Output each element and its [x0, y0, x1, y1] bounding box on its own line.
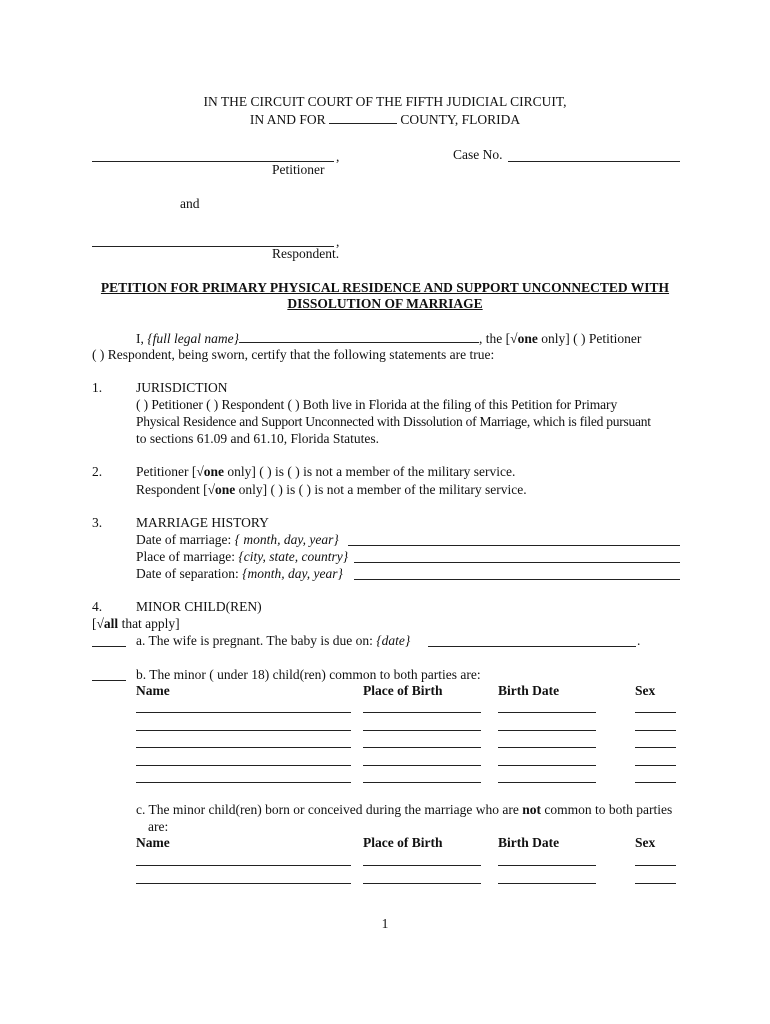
item-a-date-hint: {date}: [376, 633, 411, 648]
item-b-name-field[interactable]: [136, 765, 351, 766]
date-of-marriage-field[interactable]: [348, 545, 680, 546]
petitioner-label: Petitioner: [272, 162, 325, 177]
section1-line2: Physical Residence and Support Unconnected with Dissolution of Marriage, which is filed pursuant: [136, 414, 651, 429]
item-c-col-place: Place of Birth: [363, 835, 443, 850]
court-header-line2: [0, 111, 770, 128]
place-of-marriage-label: Place of marriage:: [136, 549, 235, 564]
item-b-sex-field[interactable]: [635, 782, 676, 783]
intro-line2: ( ) Respondent, being sworn, certify that the following statements are true:: [92, 347, 495, 362]
petition-title-line1: PETITION FOR PRIMARY PHYSICAL RESIDENCE AND SUPPORT UNCONNECTED WITH: [100, 280, 670, 295]
court-header-in-and-for: IN AND FOR: [249, 112, 326, 127]
all-apply-all: all: [103, 616, 119, 631]
item-a-row: [136, 633, 410, 649]
section2-petitioner-line: [136, 464, 515, 480]
item-b-sex-field[interactable]: [635, 730, 676, 731]
section2-respondent-line: [136, 482, 527, 498]
item-b-checkbox-line[interactable]: [92, 680, 126, 681]
respondent-comma: ,: [336, 234, 340, 249]
petitioner-military-label: Petitioner [: [136, 464, 197, 479]
item-c-text-post: common to both parties: [544, 802, 673, 817]
item-c-name-field[interactable]: [136, 865, 351, 866]
item-c-text-pre: c. The minor child(ren) born or conceived during the marriage who are: [136, 802, 519, 817]
item-b-birth-date-field[interactable]: [498, 765, 596, 766]
date-of-marriage-row: [136, 532, 339, 548]
intro-petitioner-option: only] ( ) Petitioner: [537, 331, 642, 346]
item-c-line1: [136, 802, 672, 818]
date-of-marriage-hint: { month, day, year}: [234, 532, 339, 547]
section3-heading: MARRIAGE HISTORY: [136, 515, 269, 530]
item-b-birth-date-field[interactable]: [498, 712, 596, 713]
item-b-birth-date-field[interactable]: [498, 747, 596, 748]
due-date-field[interactable]: [428, 646, 636, 647]
page-number: 1: [381, 916, 389, 931]
full-name-hint: {full legal name}: [147, 331, 240, 346]
item-b-text: b. The minor ( under 18) child(ren) common to both parties are:: [136, 667, 481, 682]
item-c-sex-field[interactable]: [635, 883, 676, 884]
item-b-birth-date-field[interactable]: [498, 730, 596, 731]
case-no-field[interactable]: [508, 161, 680, 162]
item-c-birth-date-field[interactable]: [498, 883, 596, 884]
intro-one: one: [517, 331, 538, 346]
date-of-separation-row: [136, 566, 343, 582]
item-c-name-field[interactable]: [136, 883, 351, 884]
item-b-place-of-birth-field[interactable]: [363, 782, 481, 783]
section1-line1: ( ) Petitioner ( ) Respondent ( ) Both live in Florida at the filing of this Petition for Primary: [136, 397, 618, 412]
item-c-not: not: [522, 802, 541, 817]
respondent-military-label: Respondent [: [136, 482, 208, 497]
item-b-name-field[interactable]: [136, 712, 351, 713]
item-a-checkbox-line[interactable]: [92, 646, 126, 647]
intro-line1: [136, 330, 641, 347]
section2-number: 2.: [92, 464, 103, 479]
date-of-separation-hint: {month, day, year}: [242, 566, 343, 581]
petition-title-line2: DISSOLUTION OF MARRIAGE: [287, 296, 483, 311]
item-b-name-field[interactable]: [136, 782, 351, 783]
item-c-col-birthdate: Birth Date: [498, 835, 560, 850]
item-b-name-field[interactable]: [136, 730, 351, 731]
item-b-sex-field[interactable]: [635, 747, 676, 748]
all-apply-close: that apply]: [118, 616, 180, 631]
item-c-col-name: Name: [136, 835, 170, 850]
county-field[interactable]: [329, 111, 397, 124]
section1-heading: JURISDICTION: [136, 380, 228, 395]
item-c-place-of-birth-field[interactable]: [363, 883, 481, 884]
item-b-place-of-birth-field[interactable]: [363, 730, 481, 731]
court-header-county: COUNTY, FLORIDA: [400, 112, 521, 127]
item-b-place-of-birth-field[interactable]: [363, 712, 481, 713]
item-b-place-of-birth-field[interactable]: [363, 765, 481, 766]
item-b-col-birthdate: Birth Date: [498, 683, 560, 698]
date-of-separation-label: Date of separation:: [136, 566, 239, 581]
item-c-col-sex: Sex: [635, 835, 656, 850]
petitioner-comma: ,: [336, 149, 340, 164]
date-of-separation-field[interactable]: [354, 579, 680, 580]
item-b-sex-field[interactable]: [635, 712, 676, 713]
check-icon: √: [196, 464, 204, 479]
respondent-military-options: only] ( ) is ( ) is not a member of the military service.: [235, 482, 527, 497]
respondent-label: Respondent.: [272, 246, 340, 261]
item-c-line2: are:: [148, 819, 169, 834]
place-of-marriage-row: [136, 549, 348, 565]
check-icon: √: [96, 616, 104, 631]
petitioner-military-options: only] ( ) is ( ) is not a member of the military service.: [224, 464, 516, 479]
item-b-col-place: Place of Birth: [363, 683, 443, 698]
and-label: and: [180, 196, 200, 211]
full-name-field[interactable]: [239, 330, 479, 343]
intro-the: , the [: [479, 331, 511, 346]
place-of-marriage-hint: {city, state, country}: [238, 549, 349, 564]
item-c-place-of-birth-field[interactable]: [363, 865, 481, 866]
section4-number: 4.: [92, 599, 103, 614]
item-c-sex-field[interactable]: [635, 865, 676, 866]
item-b-col-sex: Sex: [635, 683, 656, 698]
section4-all-apply: [92, 616, 180, 632]
date-of-marriage-label: Date of marriage:: [136, 532, 232, 547]
item-b-birth-date-field[interactable]: [498, 782, 596, 783]
intro-i: I,: [136, 331, 144, 346]
item-b-name-field[interactable]: [136, 747, 351, 748]
petitioner-one: one: [203, 464, 225, 479]
item-b-place-of-birth-field[interactable]: [363, 747, 481, 748]
section1-line3: to sections 61.09 and 61.10, Florida Statutes.: [136, 431, 379, 446]
check-icon: √: [207, 482, 216, 497]
court-header-line1: IN THE CIRCUIT COURT OF THE FIFTH JUDICIAL CIRCUIT,: [203, 94, 567, 109]
section4-heading: MINOR CHILD(REN): [136, 599, 262, 614]
respondent-one: one: [215, 482, 236, 497]
item-a-text: a. The wife is pregnant. The baby is due on:: [136, 633, 373, 648]
section3-number: 3.: [92, 515, 103, 530]
item-b-col-name: Name: [136, 683, 170, 698]
item-a-period: .: [637, 633, 641, 648]
item-c-birth-date-field[interactable]: [498, 865, 596, 866]
section1-number: 1.: [92, 380, 103, 395]
place-of-marriage-field[interactable]: [354, 562, 680, 563]
check-icon: √: [510, 331, 518, 346]
item-b-sex-field[interactable]: [635, 765, 676, 766]
all-apply-open: [: [92, 616, 97, 631]
case-no-label: Case No.: [453, 147, 503, 162]
